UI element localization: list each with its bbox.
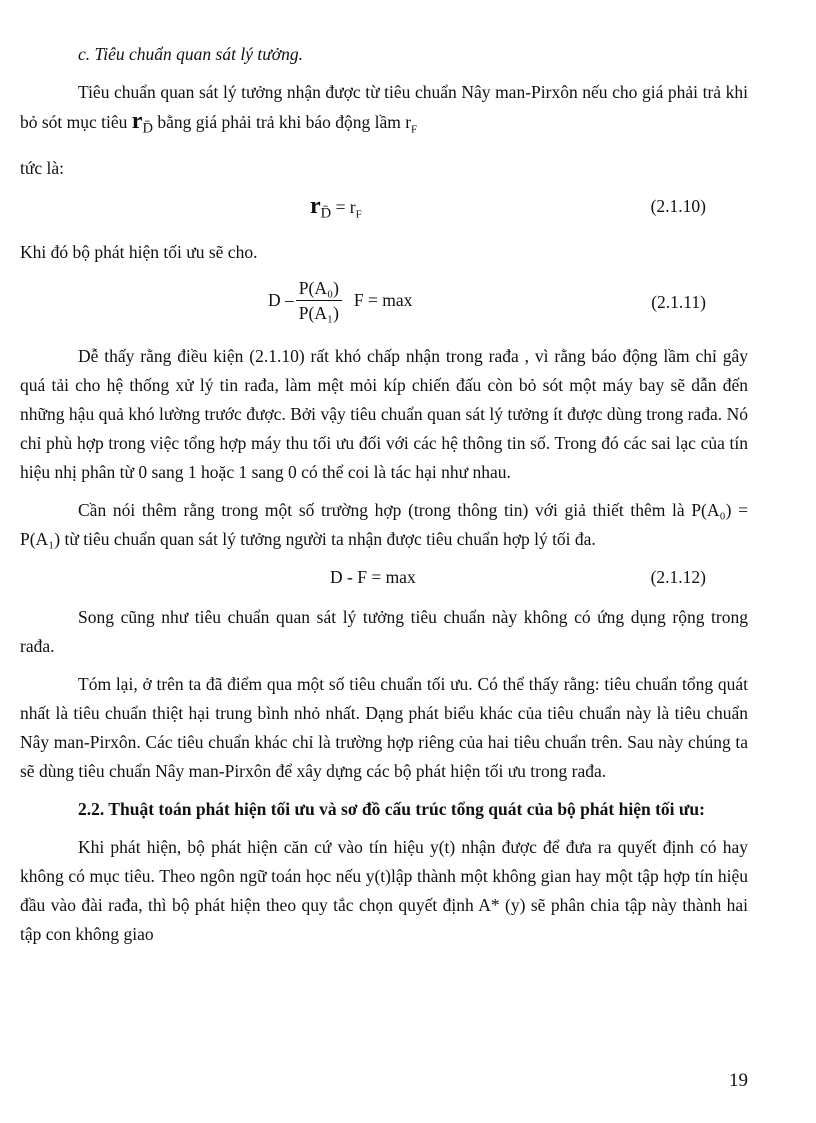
fraction-denominator: P(A₁) xyxy=(298,302,339,323)
symbol-r-miss: r xyxy=(131,108,143,134)
subscript-d-bar: D̄ xyxy=(142,120,153,137)
paragraph-tuc-la: tức là: xyxy=(20,157,64,178)
section-subheading: c. Tiêu chuẩn quan sát lý tưởng. xyxy=(78,44,303,64)
fraction-numerator: P(A₀) xyxy=(296,276,342,301)
page-number: 19 xyxy=(729,1070,748,1091)
eq-symbol-r: r xyxy=(310,192,321,219)
eq-pre: D – xyxy=(268,289,294,310)
subscript-f: F xyxy=(411,123,418,136)
paragraph-tom-lai: Tóm lại, ở trên ta đã điểm qua một số tiêu chuẩn tối ưu. Có thể thấy rằng: tiêu chuẩn tổng quát nhất là tiêu chuẩn thiệt hại trung bình nhỏ nhất. Dạng phát biểu khác của tiêu chuẩn này là tiêu chuẩn Nây man-Pirxôn. Các tiêu chuẩn khác chỉ là trường hợp riêng của hai tiêu chuẩn trên. Sau này chúng ta sẽ dùng tiêu chuẩn Nây man-Pirxôn để xây dựng các bộ phát hiện tối ưu trong rađa. xyxy=(20,673,748,781)
equation-2-1-10 xyxy=(20,192,748,228)
equation-2-1-10-body xyxy=(310,192,362,230)
paragraph-khi-phat-hien: Khi phát hiện, bộ phát hiện căn cứ vào tín hiệu y(t) nhận được để đưa ra quyết định có hay không có mục tiêu. Theo ngôn ngữ toán học nếu y(t)lập thành một không gian hay một tập hợp tín hiệu đầu vào đài rađa, thì bộ phát hiện theo quy tắc chọn quyết định A* (y) sẽ phân chia tập này thành hai tập con không giao xyxy=(20,836,748,944)
paragraph-khi-do: Khi đó bộ phát hiện tối ưu sẽ cho. xyxy=(20,241,258,262)
paragraph-song-cung: Song cũng như tiêu chuẩn quan sát lý tưởng tiêu chuẩn này không có ứng dụng rộng trong rađa. xyxy=(20,606,748,656)
eq-subscript-d-bar: D̄ xyxy=(320,205,332,221)
equation-2-1-11 xyxy=(20,276,748,332)
equation-2-1-11-body xyxy=(268,276,412,325)
equation-number: (2.1.11) xyxy=(651,291,706,312)
eq-subscript-f: F xyxy=(355,208,362,220)
paragraph-de-thay: Dễ thấy rằng điều kiện (2.1.10) rất khó chấp nhận trong rađa , vì rằng báo động lầm chỉ gây quá tải cho hệ thống xử lý tin rađa, làm mệt mỏi kíp chiến đấu còn bỏ sót một máy bay sẽ dẫn đến những hậu quả khó lường trước được. Bởi vậy tiêu chuẩn quan sát lý tưởng ít được dùng trong rađa. Nó chỉ phù hợp trong việc tổng hợp máy thu tối ưu đối với các hệ thông tin số. Trong đó các sai lạc của tín hiệu nhị phân từ 0 sang 1 hoặc 1 sang 0 có thể coi là tác hại như nhau. xyxy=(20,345,748,482)
p1-text-b: bằng giá phải trả khi báo động lầm r xyxy=(152,112,412,132)
section-heading-2-2: 2.2. Thuật toán phát hiện tối ưu và sơ đồ cấu trúc tổng quát của bộ phát hiện tối ưu: xyxy=(78,798,705,819)
equation-2-1-12-body: D - F = max xyxy=(330,566,416,587)
equation-number: (2.1.12) xyxy=(650,566,706,587)
paragraph-can-noi-them: Cần nói thêm rằng trong một số trường hợp (trong thông tin) với giả thiết thêm là P(A₀) = P(A₁) từ tiêu chuẩn quan sát lý tưởng người ta nhận được tiêu chuẩn hợp lý tối đa. xyxy=(20,499,748,549)
document-page xyxy=(20,40,748,958)
paragraph-ideal-observer xyxy=(20,78,748,145)
equation-2-1-12 xyxy=(20,563,748,593)
p1-text-a: Tiêu chuẩn quan sát lý tưởng nhận được từ tiêu chuẩn Nây man-Pirxôn nếu cho giá phải trả khi bỏ sót mục tiêu xyxy=(20,82,748,132)
equation-number: (2.1.10) xyxy=(650,195,706,216)
eq-post: F = max xyxy=(353,289,413,310)
eq-mid: = r xyxy=(331,196,356,217)
fraction xyxy=(296,276,342,325)
